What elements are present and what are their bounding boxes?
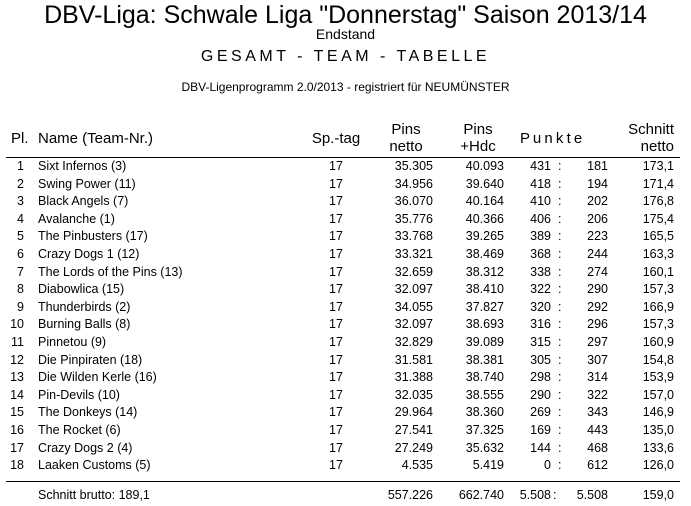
- row-place: 14: [10, 387, 24, 402]
- row-place: 2: [17, 176, 24, 191]
- row-spieltag: 17: [329, 335, 343, 349]
- row-pins-hdc: 39.265: [465, 229, 504, 244]
- row-schnitt-netto: 154,8: [642, 352, 674, 367]
- row-place: 3: [17, 194, 24, 209]
- row-team-name: Pin-Devils (10): [38, 387, 120, 402]
- row-points-plus: 322: [530, 282, 551, 297]
- row-spieltag: 17: [329, 264, 343, 279]
- row-schnitt-netto: 171,4: [642, 176, 674, 191]
- row-pins-hdc: 40.366: [465, 211, 504, 226]
- row-place: 7: [17, 264, 24, 279]
- row-points-separator: :: [558, 282, 562, 297]
- header-pins-hdc-line1: Pins: [463, 121, 493, 138]
- row-pins-hdc: 38.555: [465, 387, 504, 402]
- row-pins-hdc: 38.381: [465, 352, 504, 367]
- row-schnitt-netto: 157,3: [642, 282, 674, 297]
- row-place: 9: [17, 299, 24, 314]
- row-pins-netto: 35.776: [394, 211, 433, 226]
- row-points-plus: 410: [530, 194, 551, 209]
- row-pins-netto: 4.535: [401, 458, 433, 473]
- header-schnitt-line1: Schnitt: [628, 121, 674, 138]
- row-points-plus: 431: [530, 159, 551, 173]
- row-points-plus: 338: [530, 264, 551, 279]
- row-points-separator: :: [558, 317, 562, 332]
- row-points-separator: :: [558, 335, 562, 349]
- row-points-minus: 202: [587, 194, 608, 209]
- row-points-minus: 244: [587, 247, 608, 261]
- row-team-name: Laaken Customs (5): [38, 458, 151, 473]
- row-pins-hdc: 38.740: [465, 370, 504, 385]
- footer-schnitt: 159,0: [642, 488, 674, 502]
- row-points-plus: 144: [530, 440, 551, 455]
- row-place: 17: [10, 440, 24, 455]
- row-spieltag: 17: [329, 247, 343, 261]
- row-points-separator: :: [558, 370, 562, 385]
- row-points-separator: :: [558, 458, 562, 473]
- row-spieltag: 17: [329, 317, 343, 332]
- row-pins-hdc: 5.419: [472, 458, 504, 473]
- footer-points-minus: 5.508: [576, 488, 608, 502]
- table-row: [0, 176, 691, 193]
- row-spieltag: 17: [329, 352, 343, 367]
- row-team-name: The Pinbusters (17): [38, 229, 148, 244]
- row-points-plus: 315: [530, 335, 551, 349]
- row-points-minus: 296: [587, 317, 608, 332]
- table-row: [0, 299, 691, 316]
- row-points-minus: 297: [587, 335, 608, 349]
- row-schnitt-netto: 135,0: [642, 423, 674, 437]
- row-pins-netto: 35.305: [394, 159, 433, 173]
- table-row: [0, 228, 691, 245]
- row-points-minus: 194: [587, 176, 608, 191]
- row-place: 12: [10, 352, 24, 367]
- row-schnitt-netto: 160,9: [642, 335, 674, 349]
- row-team-name: Swing Power (11): [38, 176, 136, 191]
- row-points-plus: 298: [530, 370, 551, 385]
- header-name: Name (Team-Nr.): [38, 130, 154, 147]
- row-points-minus: 314: [587, 370, 608, 385]
- row-pins-netto: 33.321: [394, 247, 433, 261]
- header-pins-netto-line1: Pins: [391, 121, 421, 138]
- row-schnitt-netto: 165,5: [642, 229, 674, 244]
- header-schnitt-line2: netto: [640, 138, 674, 155]
- header-punkte: P u n k t e: [520, 130, 583, 147]
- row-schnitt-netto: 157,0: [642, 387, 674, 402]
- row-pins-netto: 27.541: [394, 423, 433, 437]
- row-place: 6: [17, 247, 24, 261]
- row-pins-hdc: 37.827: [465, 299, 504, 314]
- row-points-separator: :: [558, 440, 562, 455]
- row-points-minus: 322: [587, 387, 608, 402]
- row-place: 5: [17, 229, 24, 244]
- table-row: [0, 440, 691, 457]
- row-schnitt-netto: 173,1: [642, 159, 674, 173]
- row-place: 13: [10, 370, 24, 385]
- footer-divider: [6, 481, 680, 482]
- row-points-separator: :: [558, 229, 562, 244]
- table-row: [0, 281, 691, 298]
- row-pins-netto: 32.829: [394, 335, 433, 349]
- header-sptag: Sp.-tag: [311, 130, 361, 147]
- row-pins-netto: 31.388: [394, 370, 433, 385]
- row-place: 11: [11, 335, 24, 349]
- row-schnitt-netto: 160,1: [642, 264, 674, 279]
- row-team-name: The Donkeys (14): [38, 405, 138, 420]
- row-points-minus: 612: [587, 458, 608, 473]
- row-team-name: Thunderbirds (2): [38, 299, 131, 314]
- row-points-minus: 292: [587, 299, 608, 314]
- row-team-name: Crazy Dogs 2 (4): [38, 440, 133, 455]
- row-points-plus: 389: [530, 229, 551, 244]
- row-schnitt-netto: 176,8: [642, 194, 674, 209]
- row-points-separator: :: [558, 405, 562, 420]
- table-row: [0, 387, 691, 404]
- row-points-separator: :: [558, 247, 562, 261]
- row-spieltag: 17: [329, 387, 343, 402]
- row-pins-hdc: 38.410: [465, 282, 504, 297]
- row-team-name: The Lords of the Pins (13): [38, 264, 183, 279]
- row-pins-netto: 34.055: [394, 299, 433, 314]
- row-team-name: Black Angels (7): [38, 194, 129, 209]
- row-points-plus: 290: [530, 387, 551, 402]
- row-schnitt-netto: 166,9: [642, 299, 674, 314]
- footer-pins-netto: 557.226: [387, 488, 433, 502]
- row-points-plus: 320: [530, 299, 551, 314]
- header-pl: Pl.: [11, 130, 29, 147]
- row-spieltag: 17: [329, 440, 343, 455]
- row-points-separator: :: [558, 264, 562, 279]
- row-points-minus: 343: [587, 405, 608, 420]
- row-points-plus: 305: [530, 352, 551, 367]
- row-points-plus: 418: [530, 176, 551, 191]
- row-pins-hdc: 38.469: [465, 247, 504, 261]
- row-schnitt-netto: 157,3: [642, 317, 674, 332]
- row-place: 10: [10, 317, 24, 332]
- row-schnitt-netto: 163,3: [642, 247, 674, 261]
- row-team-name: Pinnetou (9): [38, 335, 107, 349]
- row-place: 18: [10, 458, 24, 473]
- row-pins-netto: 33.768: [394, 229, 433, 244]
- row-schnitt-netto: 146,9: [642, 405, 674, 420]
- footer-pins-hdc: 662.740: [458, 488, 504, 502]
- row-schnitt-netto: 126,0: [642, 458, 674, 473]
- row-pins-netto: 32.097: [394, 317, 433, 332]
- table-row: [0, 246, 691, 263]
- page-subtitle: Endstand: [315, 26, 376, 42]
- row-points-minus: 206: [587, 211, 608, 226]
- row-pins-netto: 32.659: [394, 264, 433, 279]
- row-spieltag: 17: [329, 211, 343, 226]
- row-pins-netto: 32.097: [394, 282, 433, 297]
- row-pins-netto: 36.070: [394, 194, 433, 209]
- row-pins-netto: 27.249: [394, 440, 433, 455]
- row-points-minus: 443: [587, 423, 608, 437]
- row-team-name: Avalanche (1): [38, 211, 115, 226]
- row-schnitt-netto: 153,9: [642, 370, 674, 385]
- row-team-name: The Rocket (6): [38, 423, 121, 437]
- row-points-plus: 368: [530, 247, 551, 261]
- row-points-separator: :: [558, 423, 562, 437]
- row-pins-hdc: 40.093: [465, 159, 504, 173]
- row-team-name: Sixt Infernos (3): [38, 159, 127, 173]
- row-spieltag: 17: [329, 176, 343, 191]
- row-points-separator: :: [558, 352, 562, 367]
- header-pins-netto-line2: netto: [389, 138, 423, 155]
- row-points-plus: 169: [530, 423, 551, 437]
- row-points-minus: 223: [587, 229, 608, 244]
- row-pins-netto: 29.964: [394, 405, 433, 420]
- row-pins-hdc: 38.312: [465, 264, 504, 279]
- row-schnitt-netto: 133,6: [642, 440, 674, 455]
- table-row: [0, 316, 691, 333]
- row-spieltag: 17: [329, 282, 343, 297]
- row-points-separator: :: [558, 194, 562, 209]
- row-team-name: Crazy Dogs 1 (12): [38, 247, 140, 261]
- footer-points-plus: 5.508: [519, 488, 551, 502]
- row-pins-hdc: 39.640: [465, 176, 504, 191]
- row-team-name: Diabowlica (15): [38, 282, 125, 297]
- row-spieltag: 17: [329, 423, 343, 437]
- row-points-separator: :: [558, 299, 562, 314]
- row-pins-hdc: 40.164: [465, 194, 504, 209]
- row-pins-netto: 32.035: [394, 387, 433, 402]
- table-title: GESAMT - TEAM - TABELLE: [200, 48, 491, 65]
- row-pins-hdc: 39.089: [465, 335, 504, 349]
- row-team-name: Die Pinpiraten (18): [38, 352, 143, 367]
- row-points-minus: 181: [587, 159, 608, 173]
- table-row: [0, 352, 691, 369]
- row-points-minus: 290: [587, 282, 608, 297]
- page-title: DBV-Liga: Schwale Liga "Donnerstag" Saison 2013/14: [44, 1, 647, 29]
- footer-schnitt-brutto: Schnitt brutto: 189,1: [38, 488, 150, 502]
- row-points-minus: 307: [587, 352, 608, 367]
- row-schnitt-netto: 175,4: [642, 211, 674, 226]
- row-spieltag: 17: [329, 458, 343, 473]
- footer-points-separator: :: [553, 488, 557, 502]
- row-pins-hdc: 38.693: [465, 317, 504, 332]
- row-team-name: Die Wilden Kerle (16): [38, 370, 157, 385]
- row-points-plus: 0: [544, 458, 551, 473]
- row-spieltag: 17: [329, 299, 343, 314]
- row-points-plus: 406: [530, 211, 551, 226]
- row-spieltag: 17: [329, 159, 343, 173]
- table-row: [0, 158, 691, 175]
- row-place: 16: [10, 423, 24, 437]
- table-row: [0, 457, 691, 474]
- table-row: [0, 369, 691, 386]
- row-place: 1: [17, 159, 24, 173]
- row-pins-netto: 31.581: [394, 352, 433, 367]
- row-spieltag: 17: [329, 194, 343, 209]
- row-points-separator: :: [558, 159, 562, 173]
- table-row: [0, 334, 691, 351]
- row-team-name: Burning Balls (8): [38, 317, 131, 332]
- table-footer: [0, 487, 691, 504]
- row-pins-hdc: 35.632: [465, 440, 504, 455]
- table-row: [0, 211, 691, 228]
- program-line: DBV-Ligenprogramm 2.0/2013 - registriert für NEUMÜNSTER: [181, 80, 510, 94]
- row-points-plus: 316: [530, 317, 551, 332]
- row-pins-hdc: 38.360: [465, 405, 504, 420]
- row-points-minus: 468: [587, 440, 608, 455]
- row-points-separator: :: [558, 387, 562, 402]
- table-row: [0, 264, 691, 281]
- row-spieltag: 17: [329, 229, 343, 244]
- table-row: [0, 422, 691, 439]
- table-row: [0, 404, 691, 421]
- row-spieltag: 17: [329, 405, 343, 420]
- row-points-minus: 274: [587, 264, 608, 279]
- row-pins-netto: 34.956: [394, 176, 433, 191]
- row-place: 8: [17, 282, 24, 297]
- row-place: 4: [17, 211, 24, 226]
- row-points-separator: :: [558, 211, 562, 226]
- header-pins-hdc-line2: +Hdc: [460, 138, 496, 155]
- row-points-separator: :: [558, 176, 562, 191]
- row-points-plus: 269: [530, 405, 551, 420]
- row-place: 15: [10, 405, 24, 420]
- table-row: [0, 193, 691, 210]
- row-spieltag: 17: [329, 370, 343, 385]
- row-pins-hdc: 37.325: [465, 423, 504, 437]
